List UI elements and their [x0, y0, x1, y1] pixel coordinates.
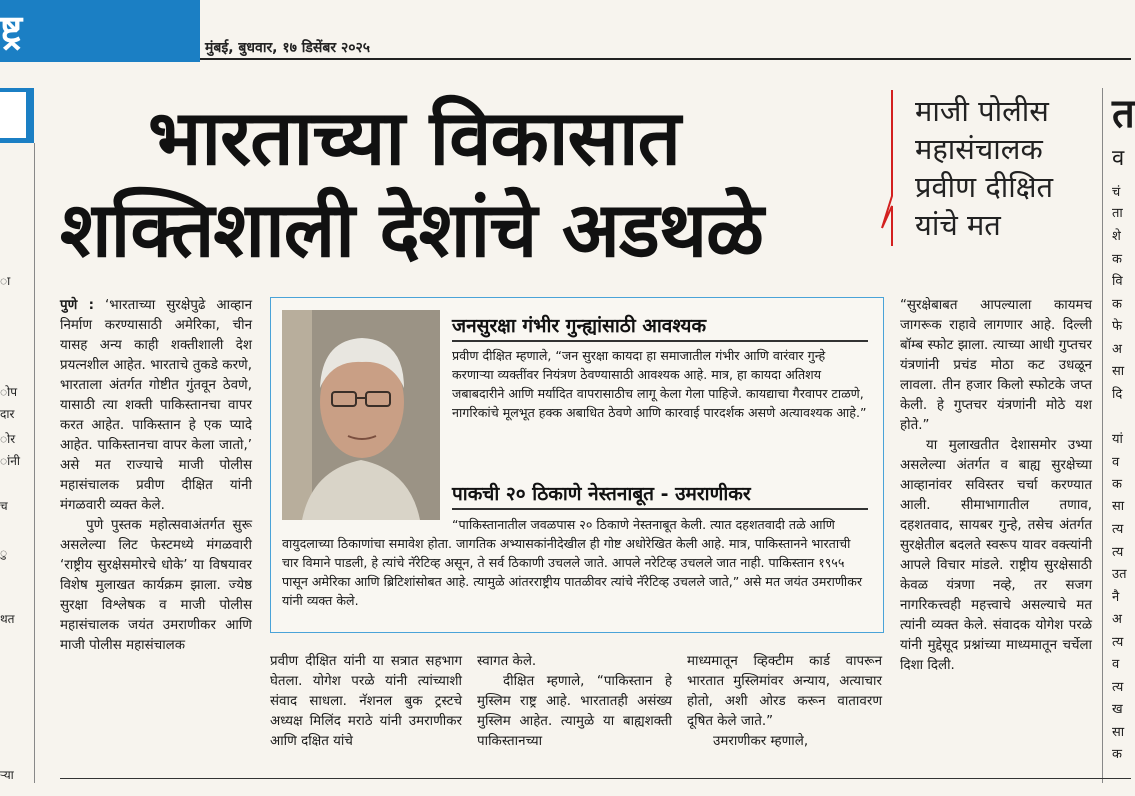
left-page-fragment: थत: [0, 612, 15, 626]
portrait-photo: [282, 310, 440, 520]
headline-line-2: शक्तिशाली देशांचे अडथळे: [60, 185, 763, 274]
deck-line: यांचे मत: [915, 208, 1001, 242]
article-paragraph: दीक्षित म्हणाले, “पाकिस्तान हे मुस्लिम राष्ट्र आहे. भारतातही असंख्य मुस्लिम आहेत. त्यामुळे या बाह्यशक्ती पाकिस्तानच्या: [477, 674, 672, 749]
article-paragraph: उमराणीकर म्हणाले,: [713, 734, 809, 749]
right-page-fragment: वि: [1112, 274, 1123, 289]
right-page-headline-fragment: त: [1112, 91, 1135, 137]
right-page-fragment: क: [1112, 477, 1122, 492]
right-page-fragment: क: [1112, 297, 1122, 312]
right-page-fragment: त्य: [1112, 522, 1124, 537]
article-dateline: पुणे :: [60, 298, 95, 313]
right-page-fragment: व: [1112, 455, 1120, 470]
article-paragraph: ‘भारताच्या सुरक्षेपुढे आव्हान निर्माण करण्यासाठी अमेरिका, चीन यासह अन्य काही शक्तीशाली देश प्रयत्नशील आहेत. भारताचे तुकडे करणे, भारताला अंतर्गत गोष्टीत गुंतवून ठेवणे, यासाठी त्या शक्ती पाकिस्तानचा वापर करत आहेत. पाकिस्तान हे एक प्यादे आहेत. पाकिस्तानचा वापर केला जातो,’ असे मत राज्याचे माजी पोलीस महासंचालक प्रवीण दीक्षित यांनी मंगळवारी व्यक्त केले.: [60, 298, 252, 513]
deck-line: माजी पोलीस: [915, 94, 1049, 128]
right-page-fragment: क: [1112, 252, 1122, 267]
right-page-fragment: दि: [1112, 387, 1123, 402]
right-page-fragment: यां: [1112, 432, 1123, 447]
left-page-blue-box-inner: [0, 92, 26, 138]
headline: [60, 92, 763, 276]
right-page-fragment: नै: [1112, 590, 1120, 605]
right-page-fragment: त्य: [1112, 635, 1124, 650]
left-page-fragment: ोर: [0, 432, 16, 446]
box-paragraph-1: प्रवीण दीक्षित म्हणाले, “जन सुरक्षा कायदा हा समाजातील गंभीर आणि वारंवार गुन्हे करणाऱ्या व्यक्तींवर नियंत्रण ठेवण्यासाठी आवश्यक आहे. मात्र, हा कायदा अतिशय जबाबदारीने आणि मर्यादित वापरासाठीच लागू केला गेला पाहिजे. कायद्याचा गैरवापर टाळणे, नागरिकांचे मूलभूत हक्क अबाधित ठेवणे आणि कारवाई पारदर्शक असणे अत्यावश्यक आहे.”: [452, 348, 867, 420]
deck: [915, 92, 1053, 244]
masthead-name: ष्ट्र: [0, 7, 23, 51]
right-page-fragment: सा: [1112, 725, 1125, 740]
right-page-fragment: त्य: [1112, 680, 1124, 695]
article-column-2: [270, 652, 462, 752]
article-column-1: [60, 296, 252, 656]
right-page-subhead-fragment: व: [1112, 146, 1125, 171]
box-subheading-rule: [452, 508, 868, 510]
article-paragraph: माध्यमातून व्हिक्टीम कार्ड वापरून भारतात मुस्लिमांवर अन्याय, अत्याचार होतो, अशी ओरड करून वातावरण दूषित केले जाते.”: [687, 654, 882, 729]
right-page-fragment: ता: [1112, 206, 1123, 221]
left-page-fragment: दार: [0, 407, 15, 421]
article-paragraph: “सुरक्षेबाबत आपल्याला कायमच जागरूक राहावे लागणार आहे. दिल्ली बॉम्ब स्फोट झाला. त्याच्या आधी गुप्तचर यंत्रणांनी प्रचंड मोठा कट उधळून लावला. तीन हजार किलो स्फोटके जप्त केली. हे गुप्तचर यंत्रणांनी मोठे यश होते.”: [900, 298, 1092, 433]
left-page-divider: [34, 143, 35, 783]
box-subheading-rule: [452, 340, 868, 342]
left-page-fragment: च: [0, 499, 8, 513]
right-page-fragment: अ: [1112, 612, 1122, 627]
bottom-rule: [60, 778, 1131, 779]
right-page-fragment: शे: [1112, 229, 1121, 244]
article-paragraph: पुणे पुस्तक महोत्सवाअंतर्गत सुरू असलेल्या लिट फेस्टमध्ये मंगळवारी ‘राष्ट्रीय सुरक्षेसमोरचे धोके’ या विषयावर विशेष मुलाखत कार्यक्रम झाला. ज्येष्ठ सुरक्षा विश्लेषक व माजी पोलीस महासंचालक जयंत उमराणीकर आणि माजी पोलीस महासंचालक: [60, 518, 252, 653]
left-page-fragment: र्‍या: [0, 768, 14, 782]
box-subheading-1: जनसुरक्षा गंभीर गुन्ह्यांसाठी आवश्यक: [452, 315, 707, 337]
portrait-illustration: [282, 310, 440, 520]
deck-line: महासंचालक: [915, 132, 1043, 166]
article-paragraph: प्रवीण दीक्षित यांनी या सत्रात सहभाग घेतला. योगेश परळे यांनी त्यांच्याशी संवाद साधला. नॅशनल बुक ट्रस्टचे अध्यक्ष मिलिंद मराठे यांनी उमराणीकर आणि दक्षित यांचे: [270, 654, 462, 749]
headline-line-1: भारताच्या विकासात: [148, 93, 680, 182]
red-lightning-divider: [878, 88, 908, 248]
right-page-fragment: क: [1112, 747, 1122, 762]
right-page-fragment: त्य: [1112, 545, 1124, 560]
right-page-fragment: फे: [1112, 319, 1123, 334]
right-page-fragment: ख: [1112, 702, 1123, 717]
left-page-fragment: ांनी: [0, 454, 21, 468]
right-page-fragment: उत: [1112, 567, 1127, 582]
deck-line: प्रवीण दीक्षित: [915, 170, 1054, 204]
left-page-fragment: ोप: [0, 385, 18, 399]
right-page-fragment: चं: [1112, 185, 1121, 200]
left-page-fragment: ु: [0, 546, 8, 560]
dateline: मुंबई, बुधवार, १७ डिसेंबर २०२५: [205, 40, 371, 56]
right-page-fragment: अ: [1112, 342, 1122, 357]
box-subheading-2: पाकची २० ठिकाणे नेस्तनाबूत - उमराणीकर: [452, 483, 751, 505]
article-column-3: [477, 652, 672, 752]
article-paragraph: या मुलाखतीत देशासमोर उभ्या असलेल्या अंतर्गत व बाह्य सुरक्षेच्या आव्हानांवर सविस्तर चर्चा करण्यात आली. सीमाभागातील तणाव, दहशतवाद, सायबर गुन्हे, तसेच अंतर्गत सुरक्षेतील बदलते स्वरूप यावर वक्त्यांनी आपले विचार मांडले. राष्ट्रीय सुरक्षेसाठी केवळ यंत्रणा नव्हे, तर सजग नागरिकत्त्वही महत्त्वाचे असल्याचे मत त्यांनी व्यक्त केले. संवादक योगेश परळे यांनी मुद्देसूद प्रश्नांच्या माध्यमातून चर्चेला दिशा दिली.: [900, 438, 1092, 673]
box-paragraph-2: “पाकिस्तानातील जवळपास २० ठिकाणे नेस्तनाबूत केली. त्यात दहशतवादी तळे आणि वायुदलाच्या ठिकाणांचा समावेश होता. जागतिक अभ्यासकांनीदेखील ही गोष्ट अधोरेखित केली आहे. मात्र, पाकिस्तानने भारताची चार विमाने पाडली, हे त्यांचे नॅरेटिव्ह असून, ते सर्व ठिकाणी उचलले जाते. आपले नरेटिव्ह उचलले जात नाही. पाकिस्तान १९५५ पासून अमेरिका आणि ब्रिटिशांसोबत आहे. त्यामुळे आंतरराष्ट्रीय पातळीवर त्यांचे नॅरेटिव्ह उचलले जाते,” असे मत जयंत उमराणीकर यांनी व्यक्त केले.: [282, 517, 863, 608]
article-paragraph: स्वागत केले.: [477, 654, 537, 669]
article-column-5: [900, 296, 1092, 676]
masthead-strip: [0, 0, 200, 62]
article-column-4: [687, 652, 882, 752]
right-page-fragment: सा: [1112, 364, 1125, 379]
right-page-fragment: सा: [1112, 499, 1125, 514]
top-rule: [200, 58, 1131, 60]
right-page-divider: [1102, 88, 1103, 783]
left-page-fragment: ा: [0, 274, 11, 288]
right-page-fragment: व: [1112, 657, 1120, 672]
